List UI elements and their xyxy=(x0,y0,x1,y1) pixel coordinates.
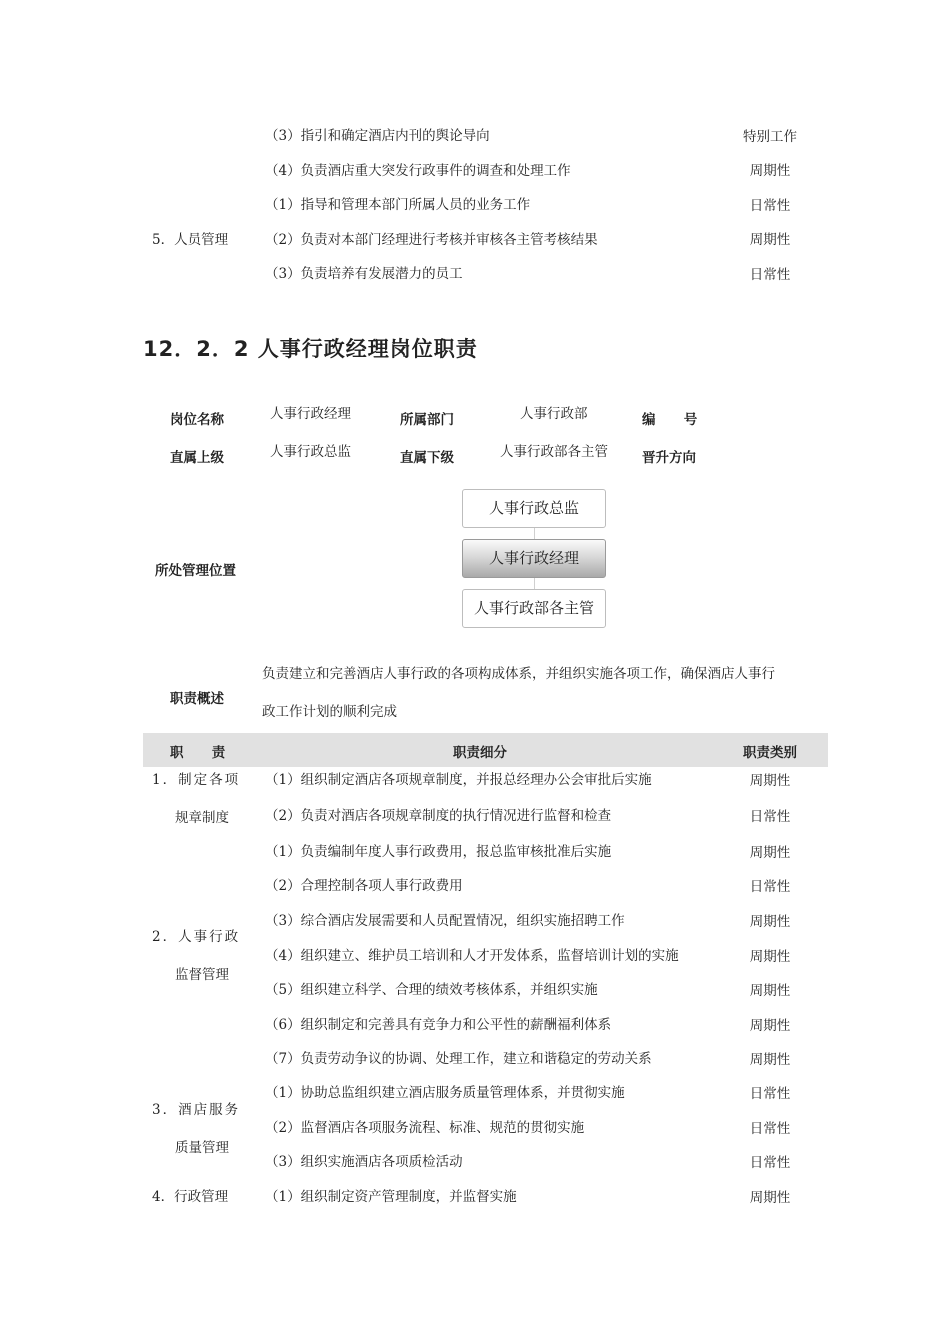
subordinate-value: 人事行政部各主管 xyxy=(500,444,608,460)
top-row-detail: （4）负责酒店重大突发行政事件的调查和处理工作 xyxy=(265,163,571,179)
duty-type: 周期性 xyxy=(749,983,791,999)
header-detail: 职责细分 xyxy=(453,745,507,761)
subordinate-label: 直属下级 xyxy=(400,450,454,466)
duty-detail: （1）协助总监组织建立酒店服务质量管理体系，并贯彻实施 xyxy=(265,1085,625,1101)
top-row-detail: （3）指引和确定酒店内刊的舆论导向 xyxy=(265,128,490,144)
top-row-type: 日常性 xyxy=(749,198,791,214)
top-row-detail: （2）负责对本部门经理进行考核并审核各主管考核结果 xyxy=(265,232,598,248)
duty-type: 日常性 xyxy=(749,1121,791,1137)
duty-detail: （1）组织制定资产管理制度，并监督实施 xyxy=(265,1189,517,1205)
promotion-label: 晋升方向 xyxy=(642,450,696,466)
duty-type: 周期性 xyxy=(749,1052,791,1068)
department-label: 所属部门 xyxy=(400,412,454,428)
duty-type: 周期性 xyxy=(749,1190,791,1206)
header-type: 职责类别 xyxy=(743,745,797,761)
duty-type: 周期性 xyxy=(749,1018,791,1034)
top-row-detail: （3）负责培养有发展潜力的员工 xyxy=(265,266,463,282)
section-title: 12．2．2 人事行政经理岗位职责 xyxy=(143,337,478,361)
summary-line: 政工作计划的顺利完成 xyxy=(262,704,397,720)
duty-group-name: 监督管理 xyxy=(175,967,229,983)
duty-type: 日常性 xyxy=(749,1086,791,1102)
duty-group-name: 2．人事行政 xyxy=(152,929,241,945)
duty-group-name: 3．酒店服务 xyxy=(152,1102,241,1118)
top-row-type: 日常性 xyxy=(749,267,791,283)
duty-group-name: 规章制度 xyxy=(175,810,229,826)
org-node-director: 人事行政总监 xyxy=(462,489,606,528)
superior-label: 直属上级 xyxy=(170,450,224,466)
department-value: 人事行政部 xyxy=(520,406,588,422)
code-label: 编 号 xyxy=(642,412,698,428)
duty-detail: （7）负责劳动争议的协调、处理工作，建立和谐稳定的劳动关系 xyxy=(265,1051,652,1067)
org-node-supervisors: 人事行政部各主管 xyxy=(462,589,606,628)
duty-detail: （2）合理控制各项人事行政费用 xyxy=(265,878,463,894)
summary-line: 负责建立和完善酒店人事行政的各项构成体系，并组织实施各项工作，确保酒店人事行 xyxy=(262,666,775,682)
duty-type: 日常性 xyxy=(749,879,791,895)
duty-detail: （1）组织制定酒店各项规章制度，并报总经理办公会审批后实施 xyxy=(265,772,652,788)
superior-value: 人事行政总监 xyxy=(270,444,351,460)
duty-detail: （3）综合酒店发展需要和人员配置情况，组织实施招聘工作 xyxy=(265,913,625,929)
summary-label: 职责概述 xyxy=(170,691,224,707)
post-name-value: 人事行政经理 xyxy=(270,406,351,422)
top-row-duty: 5．人员管理 xyxy=(152,232,229,248)
duty-detail: （4）组织建立、维护员工培训和人才开发体系，监督培训计划的实施 xyxy=(265,948,679,964)
duty-type: 周期性 xyxy=(749,773,791,789)
org-node-manager: 人事行政经理 xyxy=(462,539,606,578)
duty-group-name: 质量管理 xyxy=(175,1140,229,1156)
duty-detail: （6）组织制定和完善具有竞争力和公平性的薪酬福利体系 xyxy=(265,1017,612,1033)
top-row-type: 特别工作 xyxy=(743,129,797,145)
duty-type: 日常性 xyxy=(749,809,791,825)
duty-detail: （2）监督酒店各项服务流程、标准、规范的贯彻实施 xyxy=(265,1120,585,1136)
duty-group-name: 4．行政管理 xyxy=(152,1189,229,1205)
top-row-type: 周期性 xyxy=(749,232,791,248)
duty-type: 周期性 xyxy=(749,914,791,930)
duty-type: 日常性 xyxy=(749,1155,791,1171)
duty-group-name: 1．制定各项 xyxy=(152,772,241,788)
top-row-detail: （1）指导和管理本部门所属人员的业务工作 xyxy=(265,197,531,213)
duty-detail: （1）负责编制年度人事行政费用，报总监审核批准后实施 xyxy=(265,844,612,860)
header-duty: 职 责 xyxy=(170,745,226,761)
duty-type: 周期性 xyxy=(749,949,791,965)
duty-detail: （5）组织建立科学、合理的绩效考核体系，并组织实施 xyxy=(265,982,598,998)
top-row-type: 周期性 xyxy=(749,163,791,179)
duty-detail: （3）组织实施酒店各项质检活动 xyxy=(265,1154,463,1170)
duty-detail: （2）负责对酒店各项规章制度的执行情况进行监督和检查 xyxy=(265,808,612,824)
position-label: 所处管理位置 xyxy=(155,563,236,579)
post-name-label: 岗位名称 xyxy=(170,412,224,428)
duty-type: 周期性 xyxy=(749,845,791,861)
